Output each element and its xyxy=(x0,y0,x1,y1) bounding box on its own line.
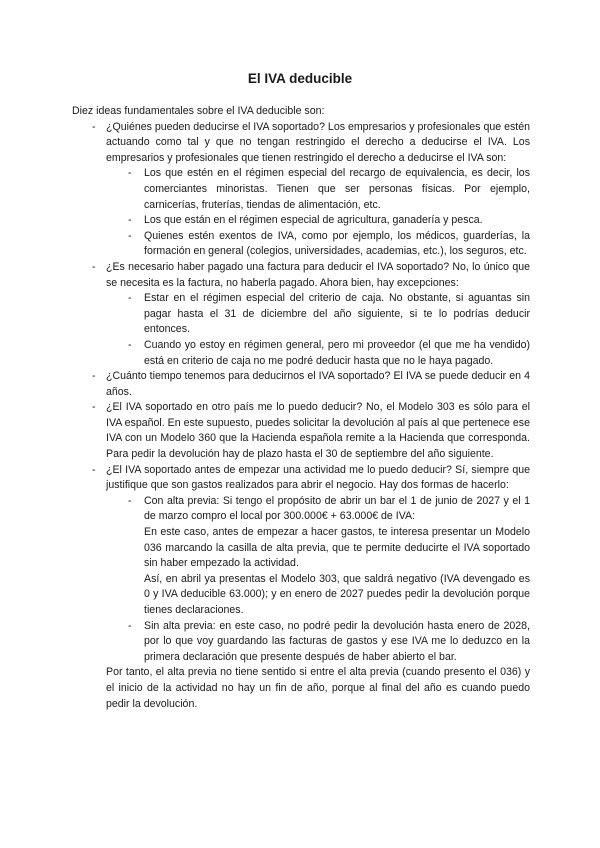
sub-list xyxy=(106,494,530,666)
list-bullet: - xyxy=(92,370,96,383)
sub-bullet: - xyxy=(128,494,132,507)
list-bullet: - xyxy=(92,120,96,133)
list-bullet: - xyxy=(92,260,96,273)
sub-item xyxy=(106,166,530,213)
sub-bullet: - xyxy=(128,619,132,632)
sub-paragraph: En este caso, antes de empezar a hacer gastos, te interesa presentar un Modelo 036 marcando la casilla de alta previa, que te permite deducirte el IVA soportado sin haber empezado la actividad. xyxy=(144,526,530,570)
sub-paragraph: Así, en abril ya presentas el Modelo 303, que saldrá negativo (IVA devengado es 0 y IVA deducible 63.000); y en enero de 2027 puedes pedir la devolución porque tienes declaraciones. xyxy=(144,572,530,616)
list-bullet: - xyxy=(92,401,96,414)
sub-text: Estar en el régimen especial del criterio de caja. No obstante, si aguantas sin pagar hasta el 31 de diciembre del año siguiente, si te lo podrías deducir entonces. xyxy=(144,292,530,336)
sub-text: Sin alta previa: en este caso, no podré pedir la devolución hasta enero de 2028, por lo que voy guardando las facturas de gastos y ese IVA me lo deduzco en la primera declaración que presente después de haber abierto el bar. xyxy=(144,619,530,663)
idea-text: ¿Quiénes pueden deducirse el IVA soportado? Los empresarios y profesionales que estén actuando como tal y que no tengan restringido el derecho a deducirse el IVA. Los empresarios y profesionales que tienen restringido el derecho a deducirse el IVA son: xyxy=(106,120,530,164)
sub-item xyxy=(106,291,530,338)
idea-text: ¿El IVA soportado antes de empezar una actividad me lo puedo deducir? Sí, siempre que justifique que son gastos realizados para abrir el negocio. Hay dos formas de hacerlo: xyxy=(106,463,530,492)
idea-text: ¿El IVA soportado en otro país me lo puedo deducir? No, el Modelo 303 es sólo para el IVA español. En este supuesto, puedes solicitar la devolución al país al que pertenece ese IVA con un Modelo 360 que la Hacienda española remite a la Hacienda que corresponda. Para pedir la devolución hay de plazo hasta el 30 de septiembre del año siguiente. xyxy=(106,401,530,461)
sub-list xyxy=(106,166,530,260)
sub-text: Quienes estén exentos de IVA, como por ejemplo, los médicos, guarderías, la formación en general (colegios, universidades, academias, etc.), los seguros, etc. xyxy=(144,229,530,258)
sub-list xyxy=(106,291,530,369)
sub-item xyxy=(106,494,530,619)
sub-bullet: - xyxy=(128,338,132,351)
sub-item xyxy=(106,213,530,229)
sub-text: Los que están en el régimen especial de agricultura, ganadería y pesca. xyxy=(144,214,483,227)
ideas-list xyxy=(72,120,530,666)
sub-text: Con alta previa: Si tengo el propósito de abrir un bar el 1 de junio de 2027 y el 1 de marzo compro el local por 300.000€ + 63.000€ de IVA: xyxy=(144,494,530,523)
idea-text: ¿Cuánto tiempo tenemos para deducirnos el IVA soportado? El IVA se puede deducir en 4 años. xyxy=(106,370,530,398)
sub-item xyxy=(106,619,530,666)
idea-item xyxy=(72,260,530,369)
sub-text: Los que estén en el régimen especial del recargo de equivalencia, es decir, los comerciantes minoristas. Tienen que ser personas físicas. Por ejemplo, carnicerías, fruterías, tiendas de alimentación, etc. xyxy=(144,167,530,211)
idea-item xyxy=(72,120,530,260)
idea-item xyxy=(72,463,530,666)
sub-bullet: - xyxy=(128,229,132,242)
sub-item xyxy=(106,229,530,260)
idea-item xyxy=(72,369,530,400)
sub-text: Cuando yo estoy en régimen general, pero mi proveedor (el que me ha vendido) está en criterio de caja no me podré deducir hasta que no le haya pagado. xyxy=(144,338,530,367)
conclusion-text: Por tanto, el alta previa no tiene sentido si entre el alta previa (cuando presento el 036) y el inicio de la actividad no hay un fin de año, porque al final del año es cuando puedo pedir la devolución. xyxy=(106,666,530,710)
idea-text: ¿Es necesario haber pagado una factura para deducir el IVA soportado? No, lo único que se necesita es la factura, no haberla pagado. Ahora bien, hay excepciones: xyxy=(106,260,530,289)
sub-item xyxy=(106,338,530,369)
document-body xyxy=(72,104,530,712)
idea-item xyxy=(72,400,530,462)
sub-bullet: - xyxy=(128,214,132,227)
document-title: El IVA deducible xyxy=(247,71,353,86)
sub-bullet: - xyxy=(128,167,132,180)
intro-text: Diez ideas fundamentales sobre el IVA deducible son: xyxy=(72,105,325,117)
list-bullet: - xyxy=(92,463,96,476)
sub-bullet: - xyxy=(128,292,132,305)
